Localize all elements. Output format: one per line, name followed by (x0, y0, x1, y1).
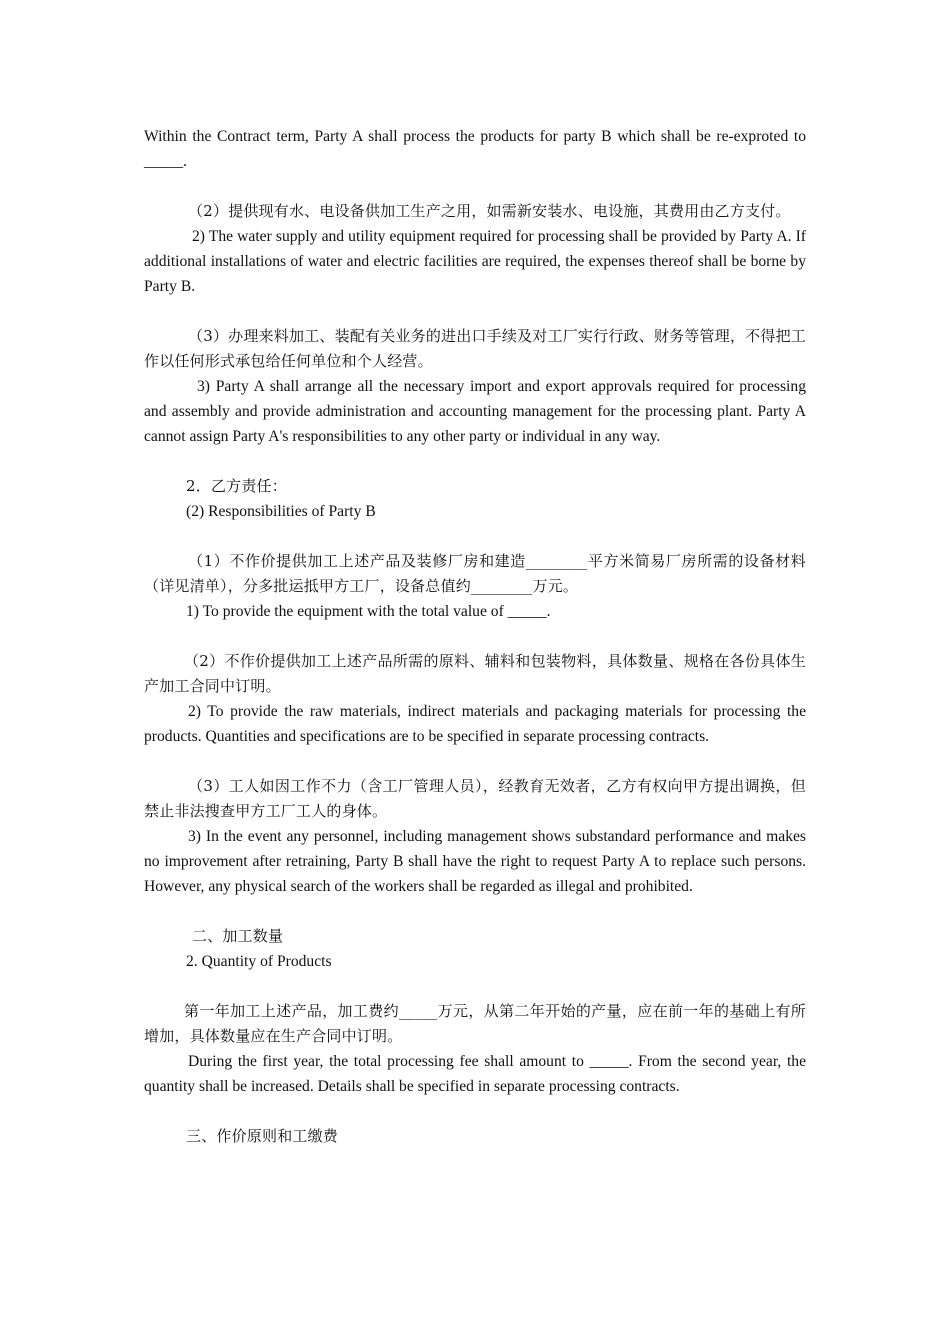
paragraph-b1-zh: （1）不作价提供加工上述产品及装修厂房和建造________平方米简易厂房所需的设备材料（详见清单），分多批运抵甲方工厂，设备总值约________万元。 (144, 552, 806, 595)
paragraph-p1-en: Within the Contract term, Party A shall process the products for party B which shall be re-exproted to _____. (144, 128, 806, 170)
spacer (144, 449, 806, 474)
spacer (144, 1099, 806, 1124)
paragraph-b3-en: 3) In the event any personnel, including management shows substandard performance and makes no improvement after retraining, Party B shall have the right to request Party A to replace such persons. However, any physical search of the workers shall be regarded as illegal and prohibited. (144, 828, 806, 895)
heading-quantity-zh: 二、加工数量 (192, 927, 284, 945)
paragraph-quantity-en: During the first year, the total processing fee shall amount to _____. From the second year, the quantity shall be increased. Details shall be specified in separate processing contracts. (144, 1053, 806, 1095)
spacer (144, 624, 806, 649)
spacer (144, 299, 806, 324)
spacer (144, 899, 806, 924)
document-page (144, 124, 806, 1149)
heading-quantity-en: 2. Quantity of Products (186, 953, 332, 970)
paragraph-b2-zh: （2）不作价提供加工上述产品所需的原料、辅料和包装物料，具体数量、规格在各份具体生产加工合同中订明。 (144, 652, 806, 695)
spacer (144, 524, 806, 549)
paragraph-p3-zh: （3）办理来料加工、装配有关业务的进出口手续及对工厂实行行政、财务等管理，不得把工作以任何形式承包给任何单位和个人经营。 (144, 327, 806, 370)
heading-party-b-en: (2) Responsibilities of Party B (186, 503, 376, 520)
paragraph-b2-en: 2) To provide the raw materials, indirect materials and packaging materials for processing the products. Quantities and specifications are to be specified in separate processing contracts. (144, 703, 806, 745)
paragraph-p2-zh: （2）提供现有水、电设备供加工生产之用，如需新安装水、电设施，其费用由乙方支付。 (188, 202, 791, 220)
paragraph-b1-en: 1) To provide the equipment with the total value of _____. (186, 603, 551, 620)
spacer (144, 974, 806, 999)
paragraph-b3-zh: （3）工人如因工作不力（含工厂管理人员），经教育无效者，乙方有权向甲方提出调换，但禁止非法搜查甲方工厂工人的身体。 (144, 777, 806, 820)
heading-party-b-zh: 2．乙方责任： (186, 477, 287, 495)
spacer (144, 174, 806, 199)
spacer (144, 749, 806, 774)
paragraph-quantity-zh: 第一年加工上述产品，加工费约_____万元，从第二年开始的产量，应在前一年的基础上有所增加，具体数量应在生产合同中订明。 (144, 1002, 806, 1045)
paragraph-p2-en: 2) The water supply and utility equipment required for processing shall be provided by Party A. If additional installations of water and electric facilities are required, the expenses thereof shall be borne by Party B. (144, 228, 806, 295)
heading-pricing-zh: 三、作价原则和工缴费 (186, 1127, 339, 1145)
paragraph-p3-en: 3) Party A shall arrange all the necessary import and export approvals required for processing and assembly and provide administration and accounting management for the processing plant. Party A cannot assign Party A's responsibilities to any other party or individual in any way. (144, 378, 806, 445)
